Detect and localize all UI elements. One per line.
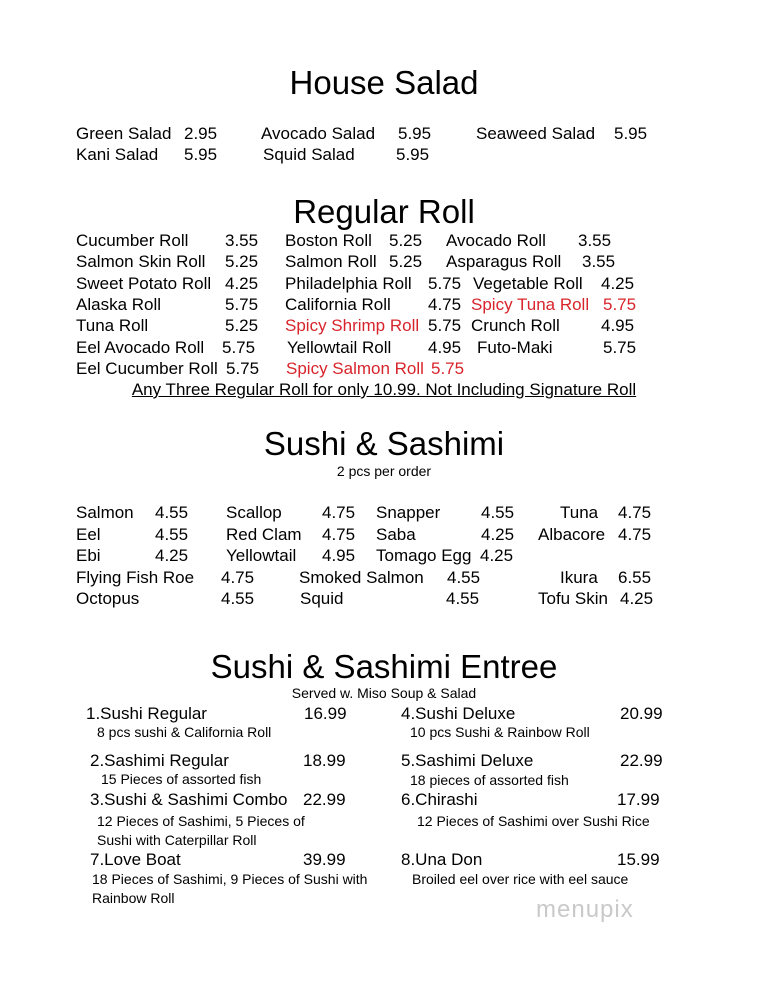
menu-item-name: Tuna [560,503,599,522]
menu-item-price: 5.95 [184,145,218,164]
menu-item-price: 4.75 [618,525,652,544]
menu-item-price: 4.55 [221,589,255,608]
menu-item-name: Red Clam [226,525,302,544]
menu-item-name: Snapper [376,503,441,522]
menu-item-name: Yellowtail [226,546,297,565]
entree-subtitle: Served w. Miso Soup & Salad [291,685,477,701]
menu-item-name: Flying Fish Roe [76,568,195,587]
menu-item-price: 4.55 [155,503,189,522]
entree-description: 10 pcs Sushi & Rainbow Roll [410,724,590,740]
menu-item-price: 2.95 [184,124,218,143]
menu-item-name: Albacore [538,525,606,544]
menu-item-price: 4.75 [428,295,462,314]
menu-item-price: 4.25 [601,274,635,293]
menu-item-price: 4.75 [322,503,356,522]
menu-item-name: Futo-Maki [477,338,553,357]
menu-item-price: 4.25 [480,546,514,565]
menu-item-name: Vegetable Roll [473,274,583,293]
entree-name: 5.Sashimi Deluxe [401,751,534,770]
sushi-sashimi-subtitle: 2 pcs per order [336,463,432,479]
menu-item-price-highlight: 5.75 [431,359,465,378]
menu-item-price: 4.25 [155,546,189,565]
menu-item-name: Eel Cucumber Roll [76,359,218,378]
menu-item-name: Philadelphia Roll [285,274,412,293]
menu-item-name: Ebi [76,546,101,565]
menu-item-name: Eel Avocado Roll [76,338,205,357]
menu-item-price: 5.75 [222,338,256,357]
menu-item-name: Salmon Roll [285,252,377,271]
menu-item-name: Tofu Skin [538,589,608,608]
menu-item-price: 4.95 [428,338,462,357]
menu-item-name: Scallop [226,503,282,522]
menu-item-name: Seaweed Salad [476,124,596,143]
entree-description: 18 Pieces of Sashimi, 9 Pieces of Sushi with Rainbow Roll [92,871,368,906]
entree-price: 22.99 [620,751,663,770]
menu-item-price: 5.75 [226,359,260,378]
menu-item-price: 5.25 [389,231,423,250]
entree-description: 8 pcs sushi & California Roll [97,724,272,740]
menu-item-name: Sweet Potato Roll [76,274,212,293]
entree-name: 6.Chirashi [401,790,478,809]
menu-item-price: 4.95 [322,546,356,565]
menu-item-price: 5.75 [225,295,259,314]
menu-item-price: 4.75 [618,503,652,522]
menu-item-price: 4.55 [155,525,189,544]
entree-description: Broiled eel over rice with eel sauce [412,871,629,887]
menu-item-name: Octopus [76,589,140,608]
entree-price: 16.99 [304,704,347,723]
menu-item-price: 3.55 [582,252,616,271]
entree-price: 17.99 [617,790,660,809]
menu-item-price: 5.25 [389,252,423,271]
entree-price: 39.99 [303,850,346,869]
entree-name: 7.Love Boat [90,850,181,869]
menu-item-name: Crunch Roll [471,316,560,335]
menu-item-price: 5.25 [225,316,259,335]
sushi-sashimi-title: Sushi & Sashimi [263,425,505,462]
menu-item-price: 5.95 [396,145,430,164]
entree-price: 20.99 [620,704,663,723]
menu-item-price: 5.75 [428,316,462,335]
menu-item-price: 5.75 [428,274,462,293]
menu-item-price: 5.95 [614,124,648,143]
menu-item-name: Yellowtail Roll [287,338,392,357]
menu-item-price: 4.75 [221,568,255,587]
entree-title: Sushi & Sashimi Entree [210,648,558,685]
menu-item-price: 6.55 [618,568,652,587]
menu-item-name: Kani Salad [76,145,159,164]
menu-item-name: Tuna Roll [76,316,149,335]
menu-item-price: 4.25 [225,274,259,293]
entree-name: 4.Sushi Deluxe [401,704,516,723]
menu-item-name-highlight: Spicy Shrimp Roll [285,316,420,335]
watermark-logo: menupix [536,896,634,923]
menu-item-name: Salmon [76,503,134,522]
menu-item-name: Tomago Egg [376,546,472,565]
entree-name: 2.Sashimi Regular [90,751,229,770]
entree-name: 8.Una Don [401,850,483,869]
entree-price: 22.99 [303,790,346,809]
entree-description: 12 Pieces of Sashimi over Sushi Rice [417,813,650,829]
menu-item-price: 4.25 [620,589,654,608]
menu-item-price: 5.95 [398,124,432,143]
menu-item-name: Squid Salad [263,145,355,164]
menu-item-name: Asparagus Roll [446,252,562,271]
menu-item-price: 4.55 [447,568,481,587]
entree-description: 18 pieces of assorted fish [410,772,569,788]
menu-item-name: Saba [376,525,416,544]
entree-description: 15 Pieces of assorted fish [101,771,262,787]
menu-item-name: Avocado Roll [446,231,546,250]
menu-item-name: Avocado Salad [261,124,376,143]
menu-item-price: 4.55 [481,503,515,522]
menu-item-name: Smoked Salmon [299,568,424,587]
menu-item-price: 4.55 [446,589,480,608]
entree-name: 1.Sushi Regular [86,704,207,723]
entree-name: 3.Sushi & Sashimi Combo [90,790,288,809]
menu-item-name: Cucumber Roll [76,231,189,250]
entree-description: 12 Pieces of Sashimi, 5 Pieces of Sushi with Caterpillar Roll [97,813,305,848]
menu-item-name: Green Salad [76,124,172,143]
menu-item-price: 4.25 [481,525,515,544]
menu-item-price: 5.25 [225,252,259,271]
menu-item-name: Eel [76,525,101,544]
menu-item-price-highlight: 5.75 [603,295,637,314]
entree-price: 15.99 [617,850,660,869]
menu-item-name: Squid [300,589,344,608]
combo-offer-note: Any Three Regular Roll for only 10.99. Not Including Signature Roll [131,380,637,399]
menu-item-name-highlight: Spicy Tuna Roll [471,295,590,314]
entree-price: 18.99 [303,751,346,770]
menu-item-price: 3.55 [225,231,259,250]
menu-item-price: 4.75 [322,525,356,544]
menu-item-price: 5.75 [603,338,637,357]
menu-item-name: Salmon Skin Roll [76,252,206,271]
menu-item-name: California Roll [285,295,391,314]
menu-item-name: Alaska Roll [76,295,162,314]
menu-item-name: Boston Roll [285,231,372,250]
menu-item-price: 3.55 [578,231,612,250]
menu-item-name-highlight: Spicy Salmon Roll [286,359,424,378]
regular-roll-title: Regular Roll [293,193,475,230]
menu-item-price: 4.95 [601,316,635,335]
house-salad-title: House Salad [289,64,479,101]
menu-item-name: Ikura [560,568,598,587]
